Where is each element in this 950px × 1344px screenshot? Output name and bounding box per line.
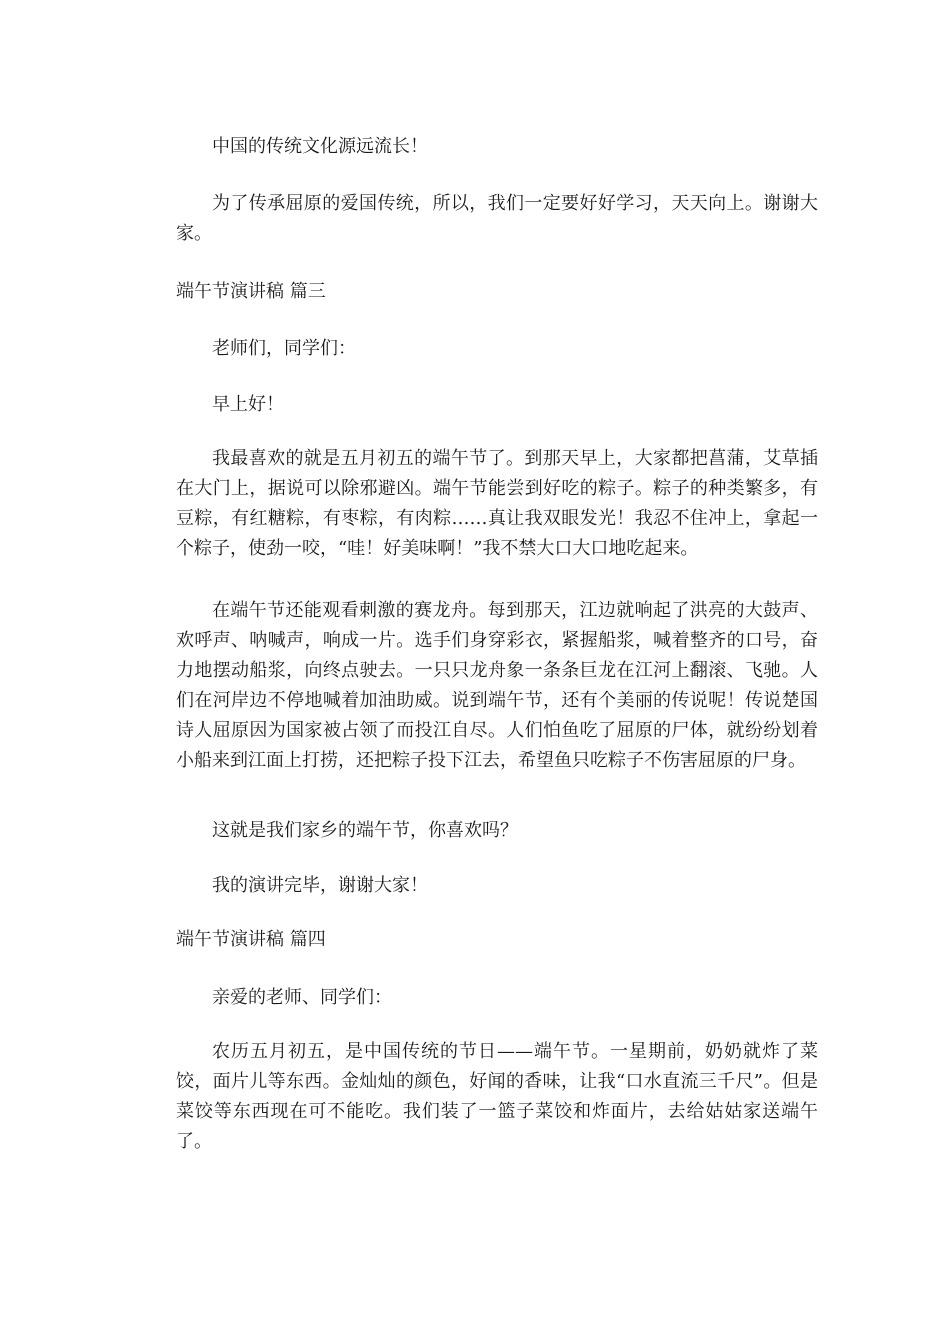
paragraph-qu-yuan-tradition: 为了传承屈原的爱国传统，所以，我们一定要好好学习，天天向上。谢谢大家。 [176,193,818,244]
paragraph-speech-end: 我的演讲完毕，谢谢大家！ [212,875,428,896]
paragraph-dear-teachers: 亲爱的老师、同学们： [212,987,392,1008]
section-heading-part-three: 端午节演讲稿 篇三 [176,281,326,302]
paragraph-culture: 中国的传统文化源远流长！ [212,136,428,157]
paragraph-dragon-boat: 在端午节还能观看刺激的赛龙舟。每到那天，江边就响起了洪亮的大鼓声、欢呼声、呐喊声，响成一片。选手们身穿彩衣，紧握船浆，喊着整齐的口号，奋力地摆动船浆，向终点驶去。一只只龙舟象一条条巨龙在江河上翻滚、飞驰。人们在河岸边不停地喊着加油助威。说到端午节，还有个美丽的传说呢！传说楚国诗人屈原因为国家被占领了而投江自尽。人们怕鱼吃了屈原的尸体，就纷纷划着小船来到江面上打捞，还把粽子投下江去，希望鱼只吃粽子不伤害屈原的尸身。 [176,600,818,771]
paragraph-fifth-month: 农历五月初五，是中国传统的节日——端午节。一星期前，奶奶就炸了菜饺，面片儿等东西。金灿灿的颜色，好闻的香味，让我“口水直流三千尺”。但是菜饺等东西现在可不能吃。我们装了一篮子菜饺和炸面片，去给姑姑家送端午了。 [176,1041,818,1152]
section-heading-part-four: 端午节演讲稿 篇四 [176,929,326,950]
paragraph-greeting-teachers: 老师们，同学们： [212,338,356,359]
paragraph-hometown-festival: 这就是我们家乡的端午节，你喜欢吗？ [212,820,518,841]
paragraph-good-morning: 早上好！ [212,394,284,415]
paragraph-zongzi: 我最喜欢的就是五月初五的端午节了。到那天早上，大家都把菖蒲，艾草插在大门上，据说可以除邪避凶。端午节能尝到好吃的粽子。粽子的种类繁多，有豆粽，有红糖粽，有枣粽，有肉粽……真让我双眼发光！我忍不住冲上，拿起一个粽子，使劲一咬，“哇！好美味啊！”我不禁大口大口地吃起来。 [176,448,818,559]
